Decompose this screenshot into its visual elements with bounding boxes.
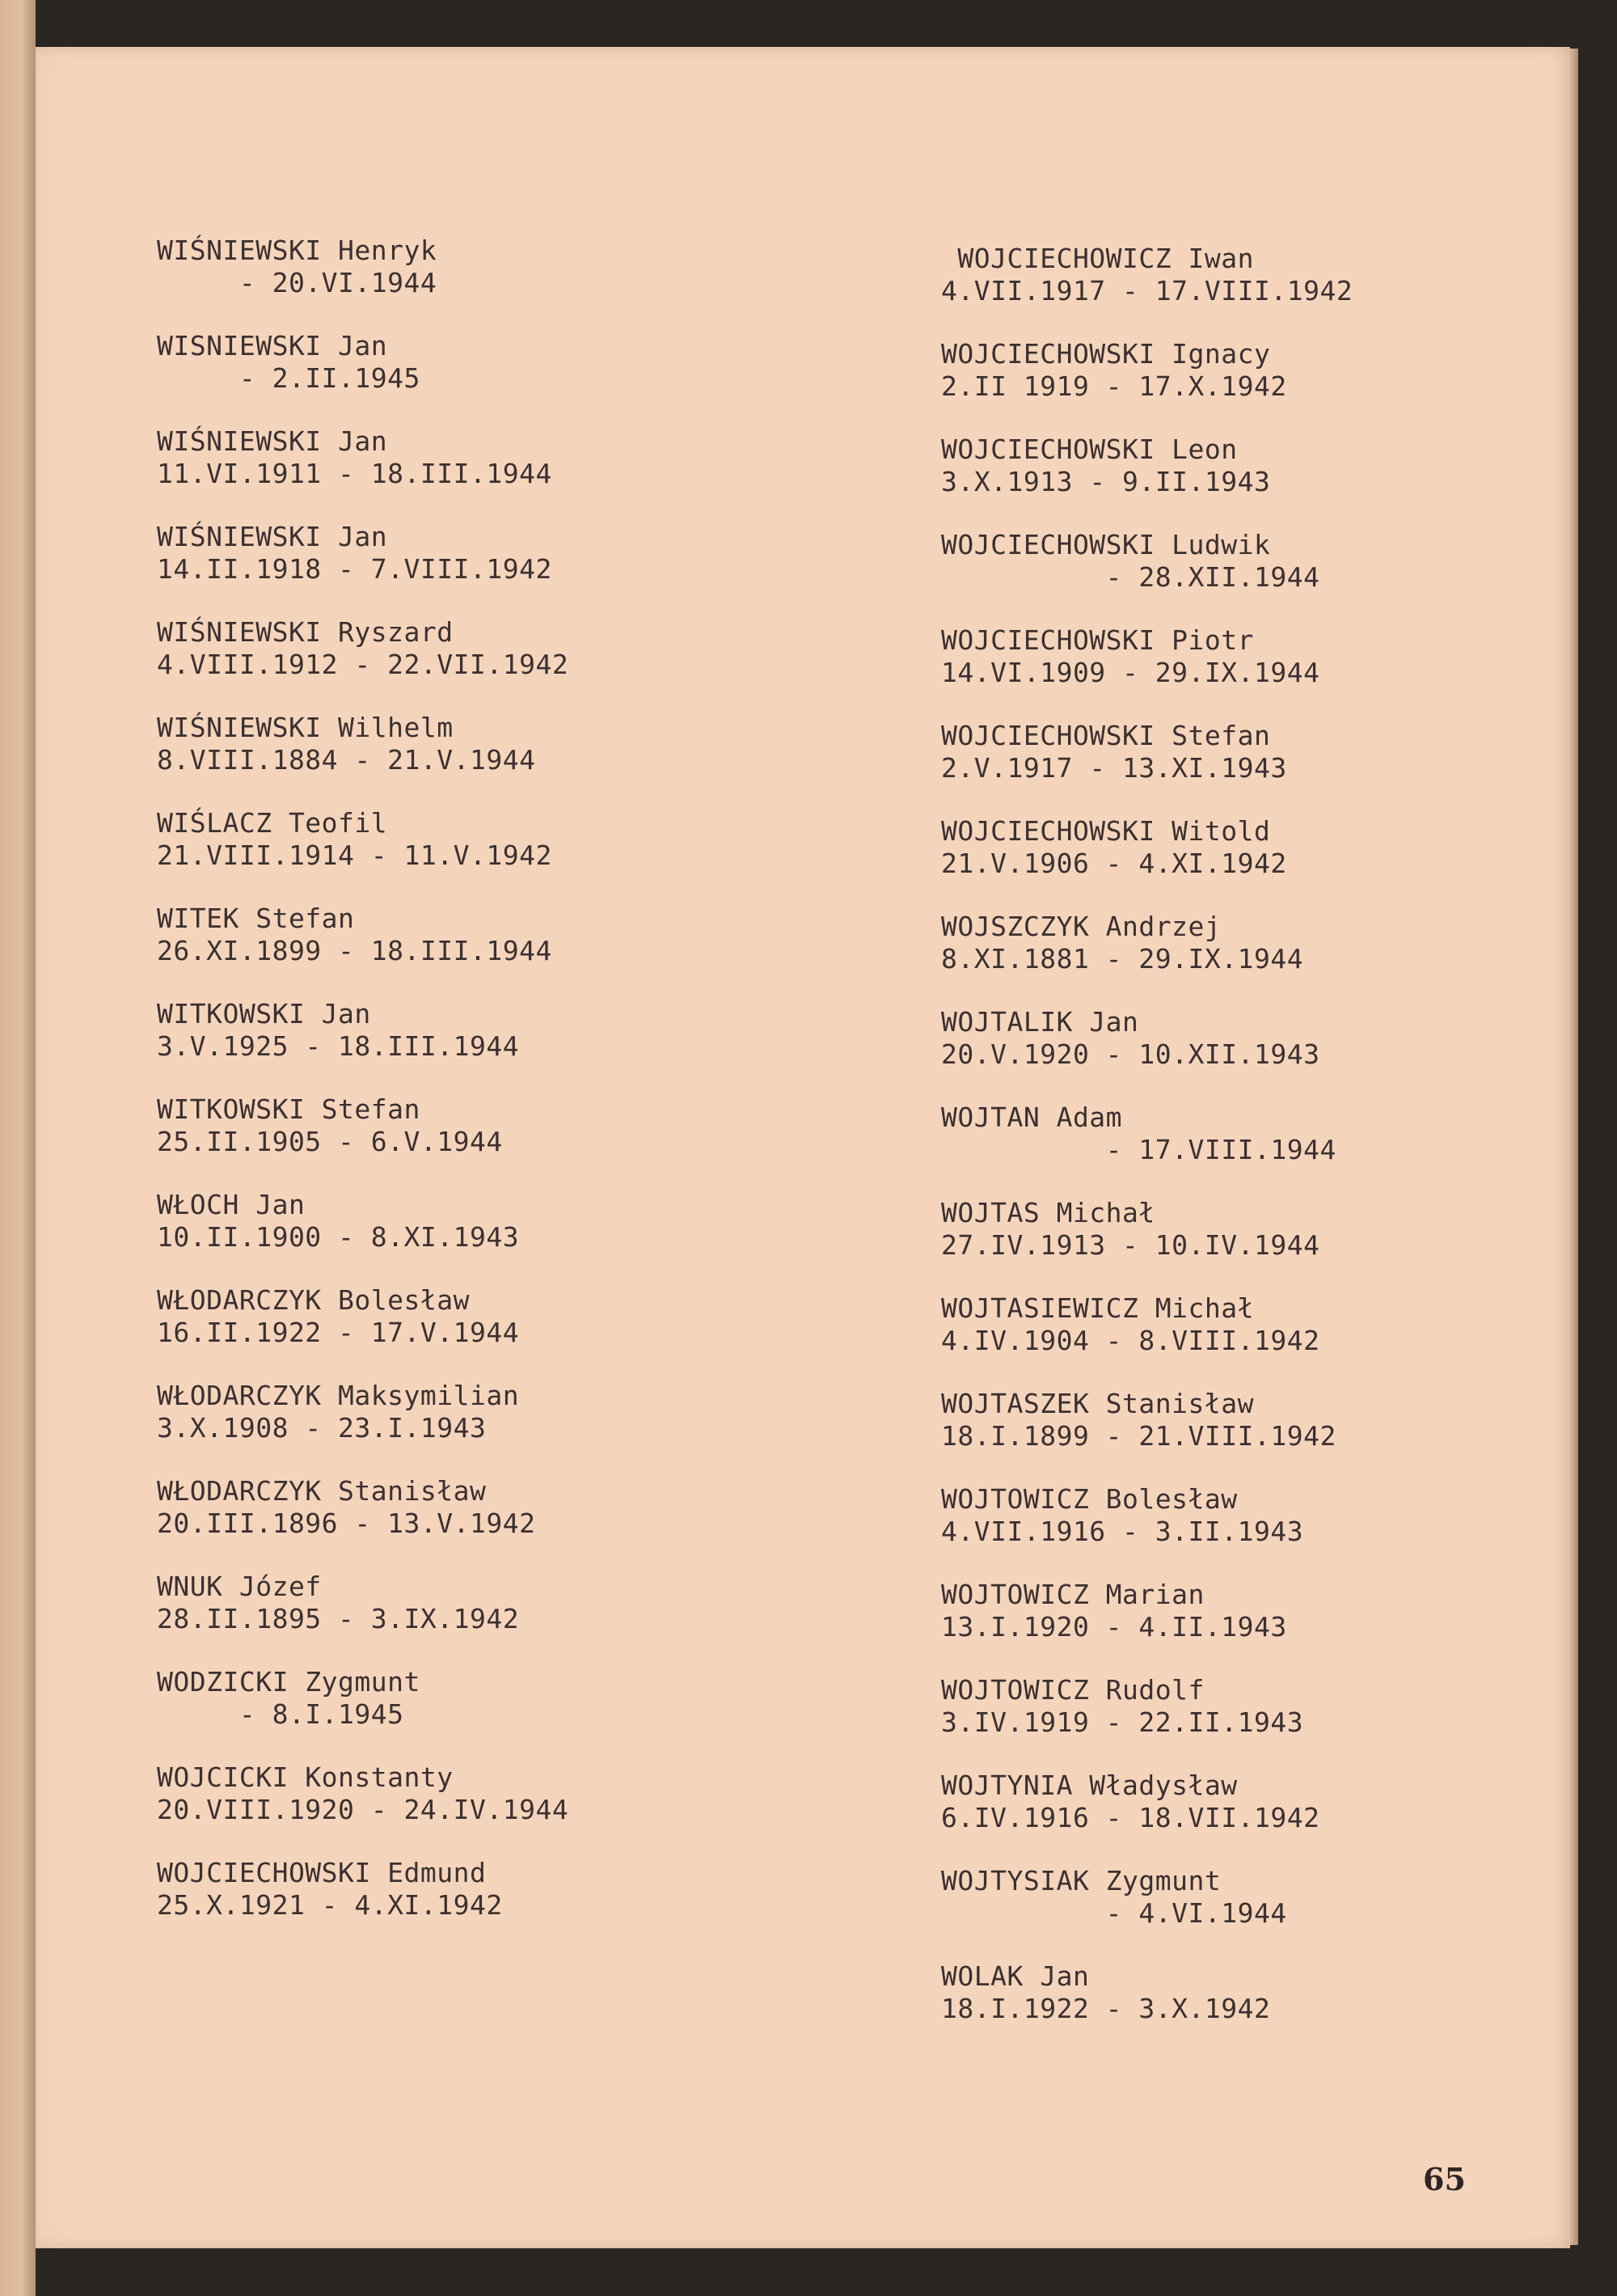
person-name: WŁODARCZYK Maksymilian [157,1380,520,1411]
life-dates: - 28.XII.1944 [941,561,1320,593]
list-item [157,1380,519,1444]
life-dates: 20.V.1920 - 10.XII.1943 [941,1038,1320,1070]
person-name: WOJCIECHOWSKI Ignacy [941,338,1271,370]
list-item [941,1101,1336,1166]
person-name: WOJTOWICZ Rudolf [941,1674,1205,1706]
life-dates: 25.II.1905 - 6.V.1944 [157,1126,503,1157]
list-item [157,712,535,776]
person-name: WOLAK Jan [941,1960,1090,1992]
list-item [157,1284,519,1349]
life-dates: 2.V.1917 - 13.XI.1943 [941,752,1287,784]
life-dates: 14.II.1918 - 7.VIII.1942 [157,553,552,585]
person-name: WOJTAN Adam [941,1101,1123,1133]
list-item [157,1475,535,1540]
list-item [157,903,552,967]
list-item [941,529,1319,594]
life-dates: - 17.VIII.1944 [941,1134,1336,1165]
life-dates: 21.VIII.1914 - 11.V.1942 [157,839,552,871]
life-dates: 8.VIII.1884 - 21.V.1944 [157,744,536,776]
list-item [941,1197,1319,1262]
person-name: WOJSZCZYK Andrzej [941,911,1222,942]
person-name: WOJTOWICZ Marian [941,1579,1205,1610]
life-dates: 14.VI.1909 - 29.IX.1944 [941,657,1320,688]
person-name: WIŚNIEWSKI Wilhelm [157,712,454,743]
life-dates: 4.VII.1917 - 17.VIII.1942 [941,275,1353,307]
person-name: WOJTASZEK Stanisław [941,1388,1254,1419]
list-item [941,433,1270,498]
life-dates: 28.II.1895 - 3.IX.1942 [157,1603,520,1634]
book-binding-edge [0,0,36,2296]
life-dates: 10.II.1900 - 8.XI.1943 [157,1221,520,1253]
life-dates: 11.VI.1911 - 18.III.1944 [157,458,552,489]
list-item [157,1666,420,1731]
person-name: WODZICKI Zygmunt [157,1666,420,1698]
person-name: WOJCIECHOWSKI Edmund [157,1857,487,1888]
person-name: WOJCIECHOWSKI Witold [941,815,1271,847]
life-dates: 3.IV.1919 - 22.II.1943 [941,1706,1304,1738]
life-dates: 3.X.1913 - 9.II.1943 [941,466,1271,497]
list-item [941,1006,1319,1071]
person-name: WOJTALIK Jan [941,1006,1139,1038]
person-name: WITKOWSKI Jan [157,998,371,1030]
life-dates: 13.I.1920 - 4.II.1943 [941,1611,1287,1643]
list-item [157,998,519,1063]
life-dates: 26.XI.1899 - 18.III.1944 [157,935,552,966]
list-item [157,1093,503,1158]
person-name: WOJCIECHOWSKI Ludwik [941,529,1271,560]
list-item [941,911,1303,975]
person-name: WOJCIECHOWSKI Piotr [941,624,1254,656]
life-dates: 18.I.1922 - 3.X.1942 [941,1993,1271,2024]
list-item [941,1770,1319,1834]
list-item [941,1579,1287,1643]
list-item [941,720,1287,784]
person-name: WŁOCH Jan [157,1189,306,1220]
list-item [157,1189,519,1254]
life-dates: - 8.I.1945 [157,1698,404,1730]
person-name: WŁODARCZYK Stanisław [157,1475,487,1507]
list-item [157,616,568,681]
list-item [157,425,552,490]
person-name: WOJTYNIA Władysław [941,1770,1238,1801]
life-dates: - 4.VI.1944 [941,1897,1287,1929]
list-item [941,1865,1287,1930]
list-item [941,815,1287,880]
person-name: WOJTOWICZ Bolesław [941,1483,1238,1515]
person-name: WIŚLACZ Teofil [157,807,388,839]
person-name: WOJCIECHOWSKI Stefan [941,720,1271,751]
life-dates: 16.II.1922 - 17.V.1944 [157,1317,520,1348]
person-name: WOJTAS Michał [941,1197,1155,1228]
list-item [941,338,1287,403]
list-item [157,235,437,299]
life-dates: 25.X.1921 - 4.XI.1942 [157,1889,503,1921]
life-dates: - 20.VI.1944 [157,267,437,298]
list-item [941,624,1319,689]
life-dates: 8.XI.1881 - 29.IX.1944 [941,943,1304,975]
list-item [941,1483,1303,1548]
person-name: WITEK Stefan [157,903,355,934]
person-name: WISNIEWSKI Jan [157,330,388,362]
person-name: WŁODARCZYK Bolesław [157,1284,470,1316]
life-dates: 4.IV.1904 - 8.VIII.1942 [941,1325,1320,1356]
list-item [941,1960,1270,2025]
list-item [941,1674,1303,1739]
life-dates: 3.X.1908 - 23.I.1943 [157,1412,487,1444]
list-item [157,807,552,872]
page-stack-edge [1570,49,1578,2245]
person-name: WOJTASIEWICZ Michał [941,1292,1254,1324]
life-dates: 2.II 1919 - 17.X.1942 [941,370,1287,402]
life-dates: 27.IV.1913 - 10.IV.1944 [941,1229,1320,1261]
life-dates: 6.IV.1916 - 18.VII.1942 [941,1802,1320,1833]
life-dates: 3.V.1925 - 18.III.1944 [157,1030,520,1062]
life-dates: 20.III.1896 - 13.V.1942 [157,1507,536,1539]
list-item [157,330,420,395]
life-dates: 18.I.1899 - 21.VIII.1942 [941,1420,1336,1452]
person-name: WIŚNIEWSKI Henryk [157,235,437,266]
list-item [157,1571,519,1635]
list-item [941,1388,1336,1452]
list-item [157,521,552,586]
list-item [941,243,1353,307]
page-number: 65 [1423,2161,1466,2197]
life-dates: 20.VIII.1920 - 24.IV.1944 [157,1794,569,1825]
person-name: WOJCIECHOWSKI Leon [941,433,1238,465]
person-name: WITKOWSKI Stefan [157,1093,420,1125]
person-name: WOJTYSIAK Zygmunt [941,1865,1222,1896]
list-item [157,1761,568,1826]
document-page [36,47,1570,2248]
list-item [157,1857,503,1922]
person-name: WOJCICKI Konstanty [157,1761,454,1793]
list-item [941,1292,1319,1357]
person-name: WIŚNIEWSKI Jan [157,425,388,457]
person-name: WOJCIECHOWICZ Iwan [941,243,1254,274]
life-dates: 4.VII.1916 - 3.II.1943 [941,1516,1304,1547]
person-name: WIŚNIEWSKI Ryszard [157,616,454,648]
life-dates: 21.V.1906 - 4.XI.1942 [941,848,1287,879]
person-name: WNUK Józef [157,1571,322,1602]
person-name: WIŚNIEWSKI Jan [157,521,388,552]
life-dates: 4.VIII.1912 - 22.VII.1942 [157,649,569,680]
life-dates: - 2.II.1945 [157,362,420,394]
